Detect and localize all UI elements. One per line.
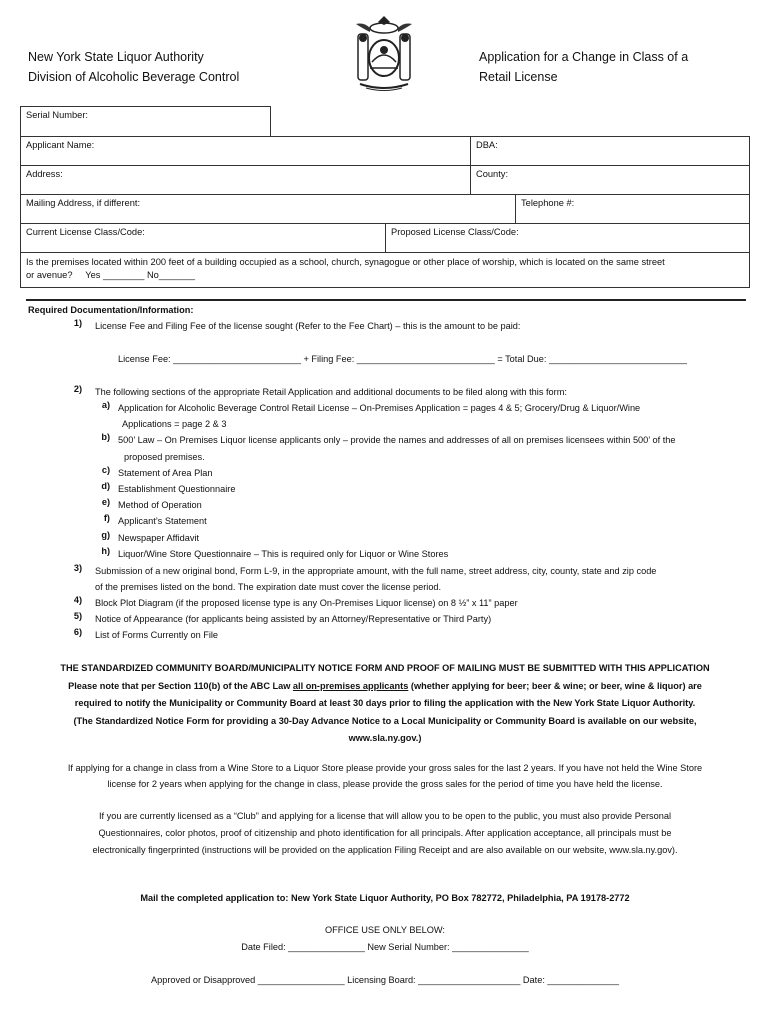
telephone-field[interactable]: [515, 194, 750, 224]
wine-store-line1: If applying for a change in class from a Wine Store to a Liquor Store please provide your gross sales for the last 2 years. If you have not held the Wine Store: [67, 763, 703, 773]
notice-line1: THE STANDARDIZED COMMUNITY BOARD/MUNICIPALITY NOTICE FORM AND PROOF OF MAILING MUST BE SUBMITTED WITH THIS APPLICATION: [60, 663, 710, 673]
sub-g-text: Newspaper Affidavit: [118, 533, 200, 543]
notice-line3: required to notify the Municipality or Community Board at least 30 days prior to filing the application with the New York State Liquor Authority.: [74, 698, 696, 708]
sub-b-line2: proposed premises.: [124, 452, 205, 462]
sub-b-line1: 500’ Law – On Premises Liquor license applicants only – provide the names and addresses of all on premises licensees within 500’ of the: [118, 435, 676, 445]
notice-line4: (The Standardized Notice Form for providing a 30-Day Advance Notice to a Local Municipality or Community Board is available on our website,: [73, 715, 697, 726]
notice-line2-underlined: all on-premises applicants: [292, 680, 409, 691]
item-number: 1): [73, 318, 82, 328]
premises-question-line2: or avenue? Yes ________ No_______: [26, 270, 196, 280]
address-field[interactable]: [20, 165, 471, 195]
premises-question-field[interactable]: [20, 252, 750, 288]
mail-instructions: Mail the completed application to: New York State Liquor Authority, PO Box 782772, Philadelphia, PA 19178-2772: [140, 893, 630, 903]
sub-letter: h): [101, 546, 110, 556]
notice-line2: [20, 678, 750, 696]
dba-label: DBA:: [476, 140, 498, 150]
sub-h-text: Liquor/Wine Store Questionnaire – This is required only for Liquor or Wine Stores: [118, 549, 449, 559]
office-approval-line: Approved or Disapproved _________________ Licensing Board: ____________________ Date: ______________: [151, 975, 619, 985]
club-paragraph: [20, 808, 750, 859]
item-number: 6): [73, 627, 82, 637]
title-line1: Application for a Change in Class of a: [479, 50, 689, 64]
item-2-text: The following sections of the appropriate Retail Application and additional documents to be filed along with this form:: [95, 387, 567, 397]
mailing-address-label: Mailing Address, if different:: [26, 198, 141, 208]
sub-letter: e): [101, 497, 110, 507]
item-4-text: Block Plot Diagram (if the proposed license type is any On-Premises Liquor license) on 8 ½” x 11” paper: [95, 598, 518, 608]
sub-letter: c): [101, 465, 110, 475]
sub-a-line2: Applications = page 2 & 3: [122, 419, 227, 429]
item-3-line1: Submission of a new original bond, Form L-9, in the appropriate amount, with the full name, street address, city, county, state and zip code: [95, 566, 657, 576]
sub-f-text: Applicant’s Statement: [118, 516, 207, 526]
applicant-name-label: Applicant Name:: [26, 140, 95, 150]
org-line2: Division of Alcoholic Beverage Control: [28, 70, 240, 84]
dba-field[interactable]: [470, 136, 750, 166]
sub-letter: g): [101, 530, 110, 540]
current-class-label: Current License Class/Code:: [26, 227, 145, 237]
item-6-text: List of Forms Currently on File: [95, 630, 219, 640]
notice-line2-post: (whether applying for beer; beer & wine; or beer, wine & liquor) are: [408, 680, 702, 691]
current-class-field[interactable]: [20, 223, 386, 253]
required-heading: Required Documentation/Information:: [28, 305, 194, 315]
item-number: 2): [73, 384, 82, 394]
club-line3: electronically fingerprinted (instructions will be provided on the application Filing Receipt and are also available on our website, www.sla.ny.gov).: [92, 845, 678, 855]
sub-a-line1: Application for Alcoholic Beverage Control Retail License – On-Premises Application = pages 4 & 5; Grocery/Drug & Liquor/Wine: [118, 403, 641, 413]
proposed-class-field[interactable]: [385, 223, 750, 253]
office-date-line: Date Filed: _______________ New Serial Number: _______________: [241, 942, 529, 952]
sub-c-text: Statement of Area Plan: [118, 468, 213, 478]
serial-number-label: Serial Number:: [26, 110, 89, 120]
org-name: [28, 47, 239, 87]
club-line2: Questionnaires, color photos, proof of citizenship and photo identification for all principals. After application acceptance, all principals must be: [98, 828, 672, 838]
club-line1: If you are currently licensed as a “Club” and applying for a license that will allow you to be open to the public, you must also provide Personal: [99, 811, 671, 821]
office-use-heading: OFFICE USE ONLY BELOW:: [325, 925, 445, 935]
item-5-text: Notice of Appearance (for applicants being assisted by an Attorney/Representative or Third Party): [95, 614, 492, 624]
org-line1: New York State Liquor Authority: [28, 50, 204, 64]
mailing-address-field[interactable]: [20, 194, 516, 224]
form-title: [479, 47, 688, 87]
item-number: 5): [73, 611, 82, 621]
county-field[interactable]: [470, 165, 750, 195]
telephone-label: Telephone #:: [521, 198, 575, 208]
state-seal-icon: [352, 14, 416, 94]
section-divider: [26, 299, 746, 301]
item-number: 4): [73, 595, 82, 605]
proposed-class-label: Proposed License Class/Code:: [391, 227, 519, 237]
wine-store-paragraph: [20, 760, 750, 792]
sub-e-text: Method of Operation: [118, 500, 202, 510]
applicant-name-field[interactable]: [20, 136, 471, 166]
sub-letter: b): [101, 432, 110, 442]
notice-line5: www.sla.ny.gov.): [348, 733, 422, 743]
title-line2: Retail License: [479, 70, 558, 84]
item-1-text: License Fee and Filing Fee of the license sought (Refer to the Fee Chart) – this is the amount to be paid:: [95, 321, 521, 331]
fee-line[interactable]: License Fee: _________________________ + Filing Fee: ___________________________ = Total Due: ___________________________: [118, 354, 687, 364]
sub-letter: a): [101, 400, 110, 410]
sub-d-text: Establishment Questionnaire: [118, 484, 236, 494]
address-label: Address:: [26, 169, 63, 179]
premises-question-line1: Is the premises located within 200 feet of a building occupied as a school, church, synagogue or other place of worship, which is located on the same street: [26, 257, 665, 267]
serial-number-field[interactable]: [20, 106, 271, 137]
item-3-line2: of the premises listed on the bond. The expiration date must cover the license period.: [95, 582, 442, 592]
sub-letter: d): [101, 481, 110, 491]
item-number: 3): [73, 563, 82, 573]
notice-block: [20, 660, 750, 748]
notice-line2-pre: Please note that per Section 110(b) of the ABC Law: [68, 680, 293, 691]
wine-store-line2: license for 2 years when applying for the change in class, please provide the gross sales for the period of time you have held the license.: [107, 779, 663, 789]
county-label: County:: [476, 169, 509, 179]
sub-letter: f): [103, 513, 110, 523]
